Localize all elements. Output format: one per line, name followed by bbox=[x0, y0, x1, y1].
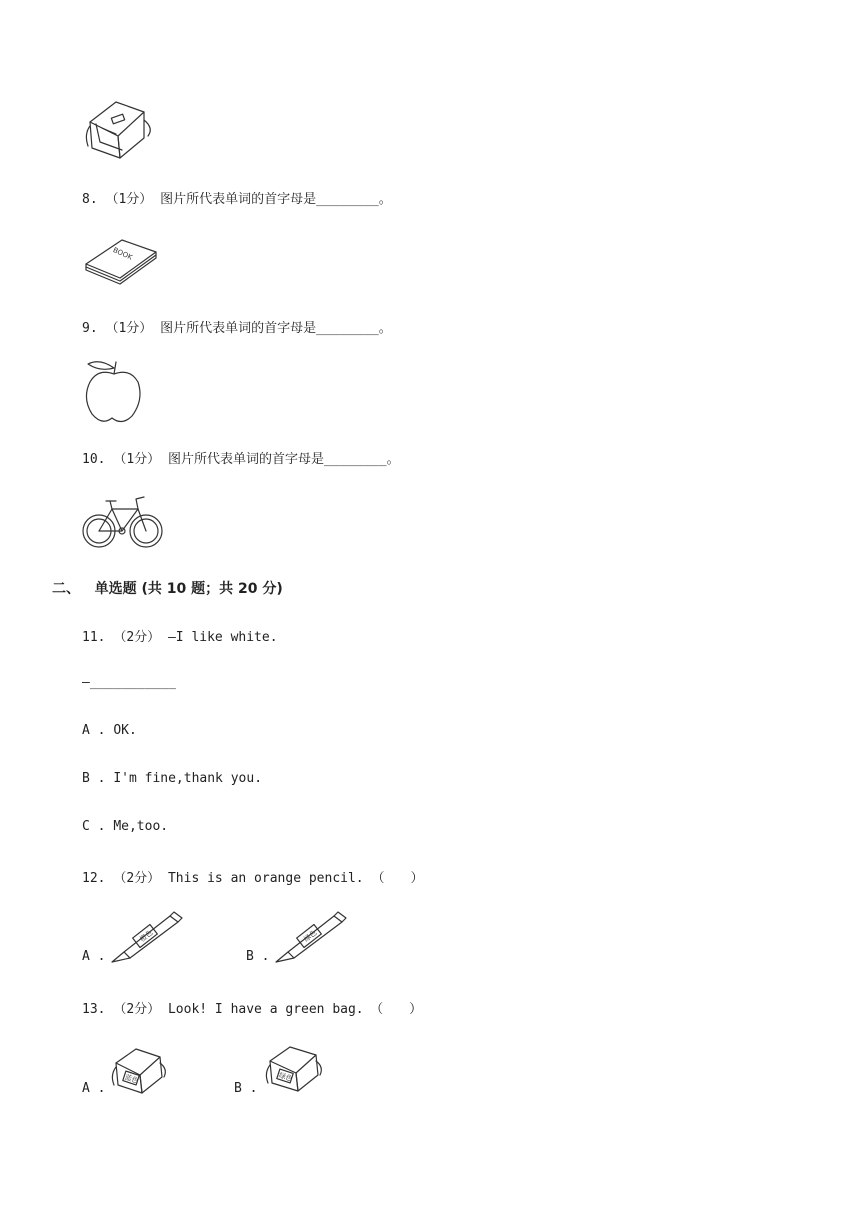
option-a[interactable] bbox=[82, 723, 137, 738]
option-b[interactable] bbox=[246, 949, 269, 964]
question-number: 10. bbox=[82, 452, 106, 467]
question-number: 13. bbox=[82, 1002, 106, 1017]
question-score: （2分） bbox=[113, 1002, 161, 1017]
option-text: OK. bbox=[113, 723, 137, 738]
question-prompt: This is an orange pencil. （ ） bbox=[167, 871, 424, 886]
option-a[interactable] bbox=[82, 949, 105, 964]
apple-picture bbox=[84, 360, 142, 424]
option-letter: B . bbox=[234, 1081, 258, 1096]
bag-picture bbox=[82, 98, 154, 160]
book-cover-text: BOOK bbox=[111, 246, 134, 262]
question-text: 图片所代表单词的首字母是________。 bbox=[167, 452, 400, 467]
option-letter: A . bbox=[82, 1081, 106, 1096]
question-number: 8. bbox=[82, 192, 98, 207]
option-text: Me,too. bbox=[113, 819, 169, 834]
pencil-label: 绿色 bbox=[302, 928, 319, 944]
bag-label: 蓝色 bbox=[123, 1073, 140, 1086]
question-11 bbox=[82, 626, 278, 645]
option-letter: C . bbox=[82, 819, 106, 834]
section-heading bbox=[52, 578, 283, 598]
question-10 bbox=[82, 448, 400, 467]
book-picture bbox=[82, 236, 158, 284]
bag-label: 绿色 bbox=[277, 1071, 294, 1084]
question-text: 图片所代表单词的首字母是________。 bbox=[160, 321, 392, 336]
question-score: （1分） bbox=[113, 452, 161, 467]
section-index: 二、 bbox=[52, 581, 80, 597]
question-score: （2分） bbox=[113, 871, 161, 886]
question-number: 9. bbox=[82, 321, 98, 336]
bag-picture-b[interactable] bbox=[264, 1043, 324, 1093]
bag-picture-a[interactable] bbox=[110, 1045, 168, 1095]
pencil-picture-a[interactable] bbox=[110, 912, 182, 964]
option-letter: B . bbox=[82, 771, 106, 786]
question-13 bbox=[82, 998, 422, 1017]
option-a[interactable] bbox=[82, 1081, 105, 1096]
option-b[interactable] bbox=[82, 771, 262, 786]
option-text: I'm fine,thank you. bbox=[113, 771, 263, 786]
question-number: 11. bbox=[82, 630, 106, 645]
option-c[interactable] bbox=[82, 819, 168, 834]
pencil-label: 橙色 bbox=[138, 928, 155, 944]
question-prompt: —I like white. bbox=[167, 630, 278, 645]
question-score: （1分） bbox=[105, 321, 153, 336]
answer-line: —___________ bbox=[82, 675, 176, 690]
question-number: 12. bbox=[82, 871, 106, 886]
pencil-picture-b[interactable] bbox=[274, 912, 346, 964]
question-prompt: Look! I have a green bag. （ ） bbox=[167, 1002, 423, 1017]
question-9 bbox=[82, 317, 392, 336]
section-title: 单选题 (共 10 题；共 20 分) bbox=[94, 581, 283, 597]
option-letter: A . bbox=[82, 949, 106, 964]
option-letter: B . bbox=[246, 949, 270, 964]
bicycle-picture bbox=[82, 491, 164, 549]
question-12 bbox=[82, 867, 423, 886]
option-b[interactable] bbox=[234, 1081, 257, 1096]
option-letter: A . bbox=[82, 723, 106, 738]
question-score: （2分） bbox=[113, 630, 161, 645]
question-score: （1分） bbox=[105, 192, 153, 207]
question-8 bbox=[82, 188, 392, 207]
question-text: 图片所代表单词的首字母是________。 bbox=[160, 192, 392, 207]
